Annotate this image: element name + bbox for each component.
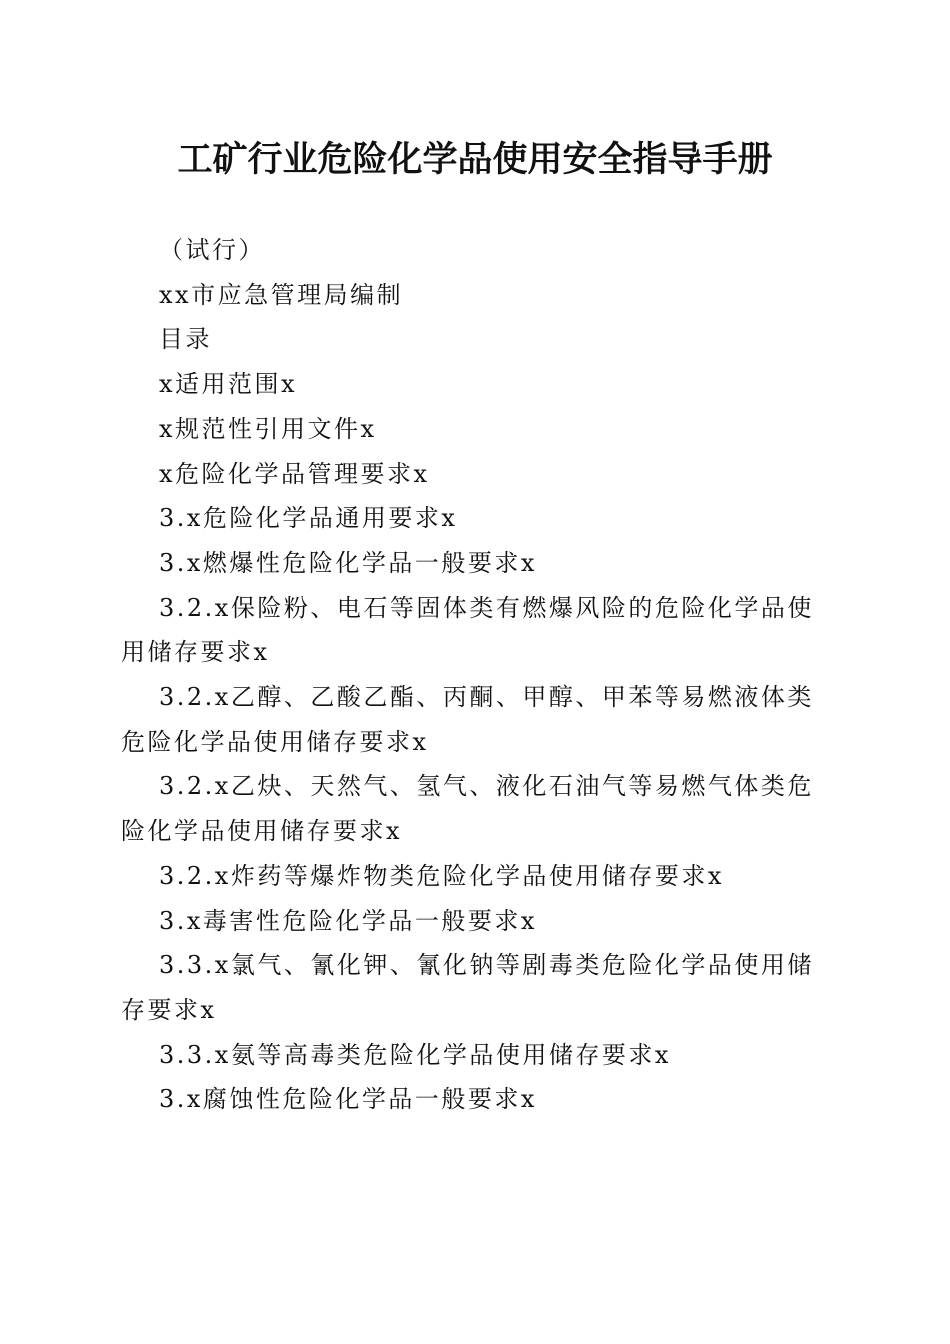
toc-item: x适用范围x xyxy=(159,370,298,399)
toc-item: 3.x燃爆性危险化学品一般要求x xyxy=(159,548,537,577)
toc-item: 3.2.x乙炔、天然气、氢气、液化石油气等易燃气体类危险化学品使用储存要求x xyxy=(121,772,814,846)
toc-item: 3.3.x氨等高毒类危险化学品使用储存要求x xyxy=(159,1040,671,1069)
toc-heading: 目录 xyxy=(159,325,212,354)
toc-item: x规范性引用文件x xyxy=(159,414,377,443)
document-title: 工矿行业危险化学品使用安全指导手册 xyxy=(177,139,773,180)
issuer-line: xx市应急管理局编制 xyxy=(159,280,404,309)
toc-item: 3.x危险化学品通用要求x xyxy=(159,504,458,533)
toc-item: 3.2.x保险粉、电石等固体类有燃爆风险的危险化学品使用储存要求x xyxy=(121,593,814,667)
toc-item: 3.2.x炸药等爆炸物类危险化学品使用储存要求x xyxy=(159,861,724,890)
toc-item: 3.x腐蚀性危险化学品一般要求x xyxy=(159,1085,537,1114)
document-body xyxy=(121,228,831,1122)
toc-item: 3.2.x乙醇、乙酸乙酯、丙酮、甲醇、甲苯等易燃液体类危险化学品使用储存要求x xyxy=(121,683,814,756)
toc-item: 3.x毒害性危险化学品一般要求x xyxy=(159,906,537,935)
toc-item: 3.3.x氯气、氰化钾、氰化钠等剧毒类危险化学品使用储存要求x xyxy=(121,951,814,1024)
trial-note: （试行） xyxy=(159,236,265,264)
toc-item: x危险化学品管理要求x xyxy=(159,459,430,488)
